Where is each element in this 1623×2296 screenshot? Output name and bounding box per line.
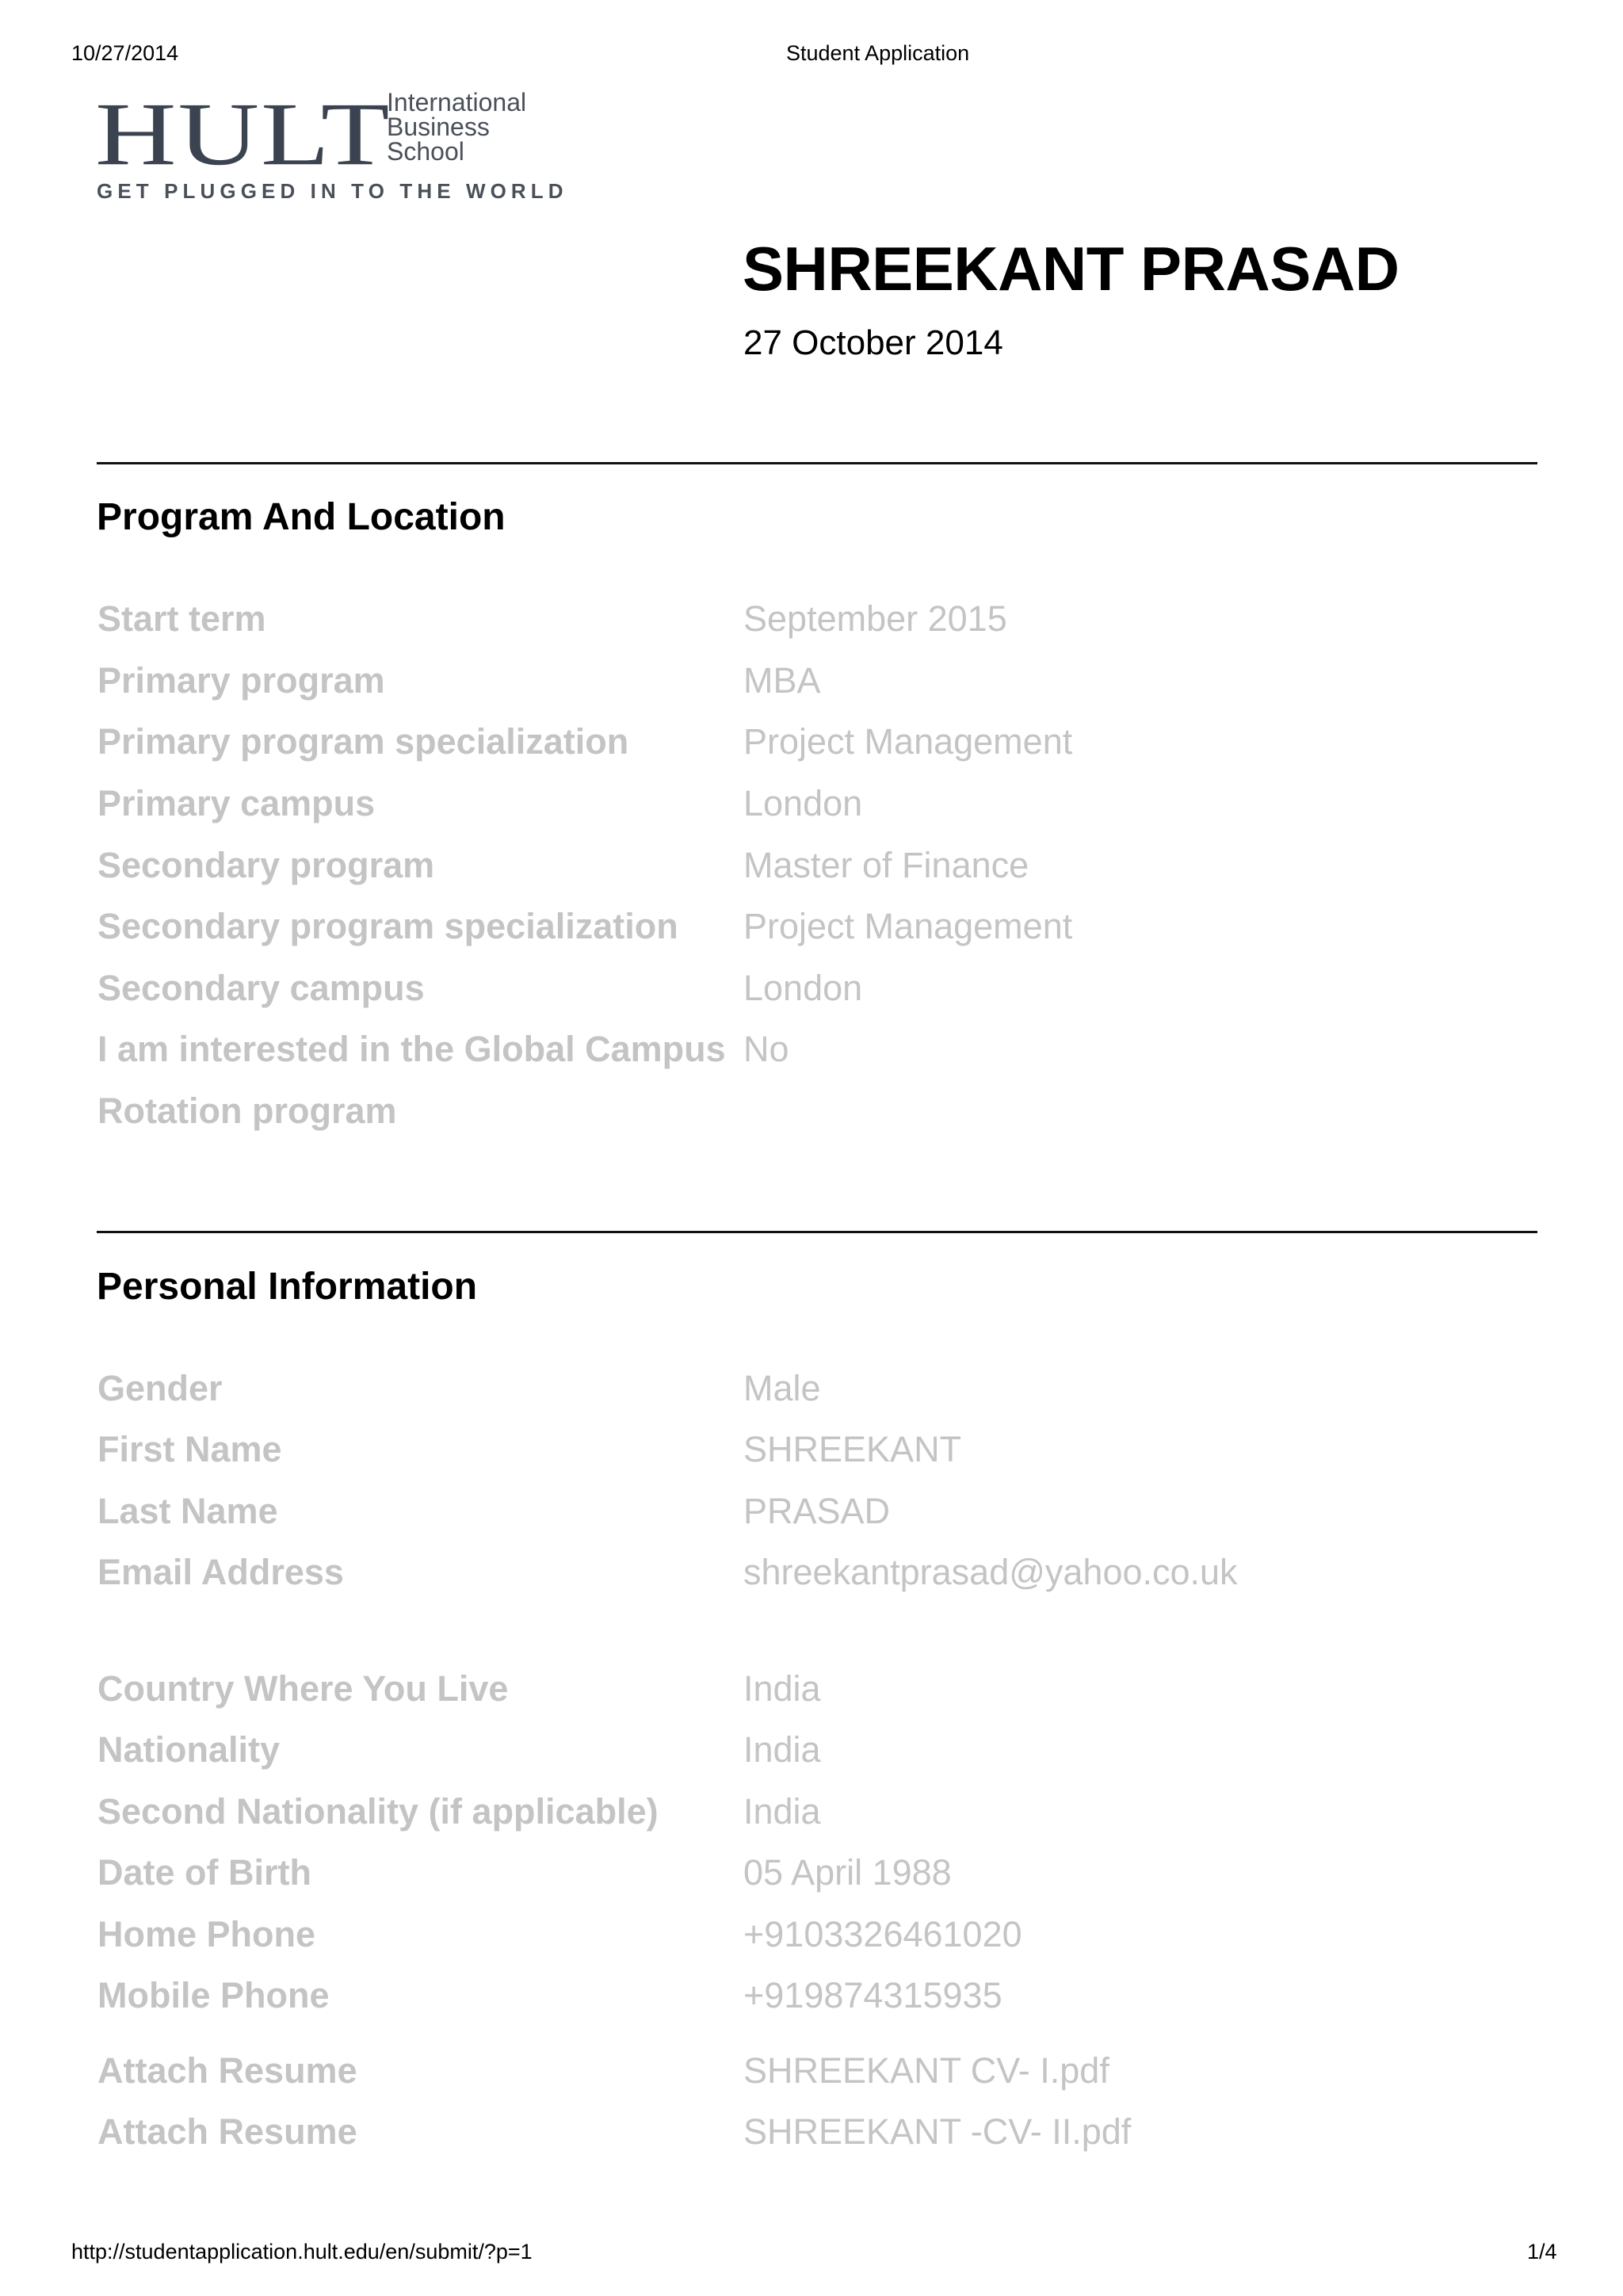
field-label: Second Nationality (if applicable)	[97, 1791, 659, 1832]
field-row	[0, 1491, 1623, 1538]
field-label: Date of Birth	[97, 1852, 311, 1893]
field-label: Last Name	[97, 1491, 278, 1531]
field-row	[0, 1791, 1623, 1839]
field-label: Primary program	[97, 660, 385, 701]
logo-wordmark: HULT	[95, 83, 391, 184]
field-value: London	[743, 968, 863, 1008]
field-row	[0, 660, 1623, 708]
logo-school-name	[387, 90, 526, 164]
field-label: Secondary campus	[97, 968, 425, 1008]
field-label: Gender	[97, 1368, 223, 1408]
resume-file-link[interactable]: SHREEKANT -CV- II.pdf	[743, 2111, 1132, 2152]
field-value: September 2015	[743, 598, 1007, 639]
field-row	[0, 1429, 1623, 1477]
print-url: http://studentapplication.hult.edu/en/submit/?p=1	[71, 2240, 533, 2264]
applicant-name: SHREEKANT PRASAD	[743, 234, 1400, 304]
field-value: +9103326461020	[743, 1914, 1022, 1954]
field-row	[0, 1029, 1623, 1076]
field-row	[0, 783, 1623, 831]
field-value: London	[743, 783, 863, 823]
field-row	[0, 598, 1623, 646]
field-row	[0, 845, 1623, 892]
field-row	[0, 1914, 1623, 1962]
field-row	[0, 1091, 1623, 1138]
field-row	[0, 1852, 1623, 1900]
field-label: Primary campus	[97, 783, 376, 823]
field-label: Attach Resume	[97, 2111, 357, 2152]
section-title-personal: Personal Information	[97, 1266, 478, 1308]
field-label: Start term	[97, 598, 266, 639]
field-label: Country Where You Live	[97, 1668, 509, 1709]
field-value: +919874315935	[743, 1975, 1002, 2015]
field-label: Attach Resume	[97, 2050, 357, 2091]
field-value: India	[743, 1668, 821, 1709]
field-label: Nationality	[97, 1729, 281, 1770]
field-value: SHREEKANT	[743, 1429, 962, 1469]
field-row	[0, 1729, 1623, 1777]
field-label: Secondary program	[97, 845, 435, 885]
section-divider	[97, 1231, 1537, 1233]
page-number: 1/4	[1527, 2240, 1557, 2264]
section-divider	[97, 462, 1537, 464]
field-row	[0, 721, 1623, 769]
logo-line-3: School	[387, 137, 464, 166]
field-label: Secondary program specialization	[97, 906, 678, 946]
field-row	[0, 1552, 1623, 1599]
field-row	[0, 906, 1623, 953]
resume-file-link[interactable]: SHREEKANT CV- I.pdf	[743, 2050, 1109, 2091]
field-label: Primary program specialization	[97, 721, 629, 762]
field-row	[0, 968, 1623, 1015]
field-label: I am interested in the Global Campus	[97, 1029, 726, 1069]
application-date: 27 October 2014	[743, 323, 1003, 362]
field-value: PRASAD	[743, 1491, 891, 1531]
field-row	[0, 1368, 1623, 1415]
section-title-program: Program And Location	[97, 496, 506, 538]
field-label: Home Phone	[97, 1914, 316, 1954]
field-row	[0, 2111, 1623, 2159]
field-label: First Name	[97, 1429, 282, 1469]
field-value: Project Management	[743, 721, 1073, 762]
field-value: Male	[743, 1368, 821, 1408]
field-value: Project Management	[743, 906, 1073, 946]
field-row	[0, 1975, 1623, 2023]
field-row	[0, 1668, 1623, 1716]
field-value: India	[743, 1729, 821, 1770]
hult-logo	[95, 83, 568, 212]
field-label: Email Address	[97, 1552, 344, 1592]
field-value: shreekantprasad@yahoo.co.uk	[743, 1552, 1238, 1592]
print-date: 10/27/2014	[71, 41, 179, 65]
print-title: Student Application	[786, 41, 970, 65]
field-label: Mobile Phone	[97, 1975, 330, 2015]
field-label: Rotation program	[97, 1091, 397, 1131]
logo-line-1: International	[387, 88, 527, 117]
field-value: Master of Finance	[743, 845, 1029, 885]
logo-tagline: GET PLUGGED IN TO THE WORLD	[97, 179, 568, 203]
field-value: India	[743, 1791, 821, 1832]
logo-line-2: Business	[387, 113, 490, 141]
field-value: No	[743, 1029, 789, 1069]
field-value: MBA	[743, 660, 821, 701]
field-value: 05 April 1988	[743, 1852, 952, 1893]
field-row	[0, 2050, 1623, 2098]
